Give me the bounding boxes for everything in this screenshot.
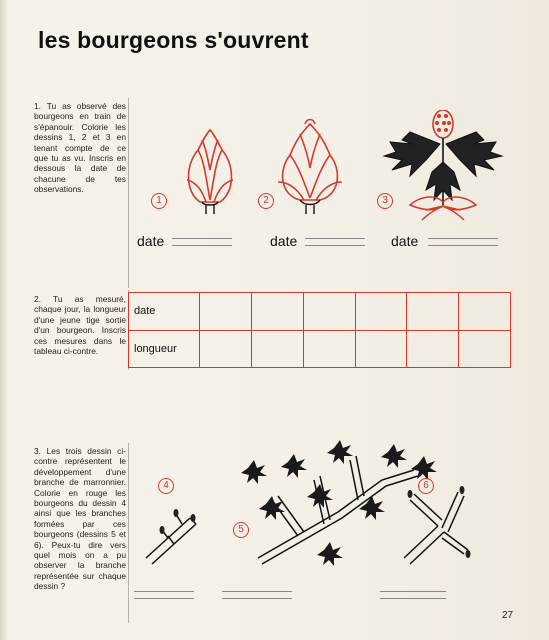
bud-2-drawing [278,120,342,201]
figure-number-4: 4 [158,478,174,494]
table-cell[interactable] [303,293,355,331]
table-cell[interactable] [407,293,459,331]
bud-1-drawing [187,130,233,202]
date-field-3[interactable] [428,238,498,246]
table-cell[interactable] [355,330,407,368]
date-field-2[interactable] [305,238,365,246]
answer-field-6[interactable] [380,591,446,599]
page-title: les bourgeons s'ouvrent [38,27,309,53]
table-cell[interactable] [355,293,407,331]
column-divider [128,443,129,623]
answer-field-4[interactable] [134,591,194,599]
bud-3-drawing [384,110,502,220]
row-label-date: date [129,293,200,331]
branch-4-drawing [146,514,196,564]
row-label-longueur: longueur [129,330,200,368]
figure-number-2: 2 [258,193,274,209]
figure-number-5: 5 [233,522,249,538]
table-cell[interactable] [200,293,252,331]
branch-6-drawing [404,492,468,564]
branch-5-drawing [258,456,418,564]
instruction-2: 2. Tu as mesuré, chaque jour, la longueur d'une jeune tige sortie d'un bourgeon. Inscris ces mesures dans le tableau ci-contre. [34,294,126,357]
table-cell[interactable] [459,330,511,368]
page-number: 27 [502,610,514,621]
table-row [129,293,511,331]
figure-number-3: 3 [377,193,393,209]
date-label-1: date [137,233,165,249]
bud-drawings-1-3 [140,110,510,235]
figure-number-6: 6 [418,478,434,494]
page-binding-shadow [0,0,8,640]
table-cell[interactable] [200,330,252,368]
answer-field-5[interactable] [222,591,292,599]
table-cell[interactable] [252,330,304,368]
date-field-1[interactable] [172,238,232,246]
figure-number-1: 1 [151,193,167,209]
table-cell[interactable] [407,330,459,368]
table-row [129,330,511,368]
table-cell[interactable] [303,330,355,368]
table-cell[interactable] [252,293,304,331]
measurement-table [128,292,511,368]
date-label-3: date [391,233,419,249]
instruction-1: 1. Tu as observé des bourgeons en train de s'épanouir. Colorie les dessins 1, 2 et 3 en tenant compte de ce que tu as vu. Inscris en dessous la date de chacune de tes observations. [34,101,126,195]
date-label-2: date [270,233,298,249]
table-cell[interactable] [459,293,511,331]
branch-drawings-4-6 [138,440,518,570]
instruction-3: 3. Les trois dessin ci-contre représentent le développement d'une branche de marronnier. Colorie en rouge les bourgeons du dessin 4 ainsi que les branches formées par ces bourgeons (dessins 5 et 6). Peux-tu dire vers quel mois on a pu observer la branche représentée sur chaque dessin ? [34,446,126,592]
column-divider [128,98,129,288]
